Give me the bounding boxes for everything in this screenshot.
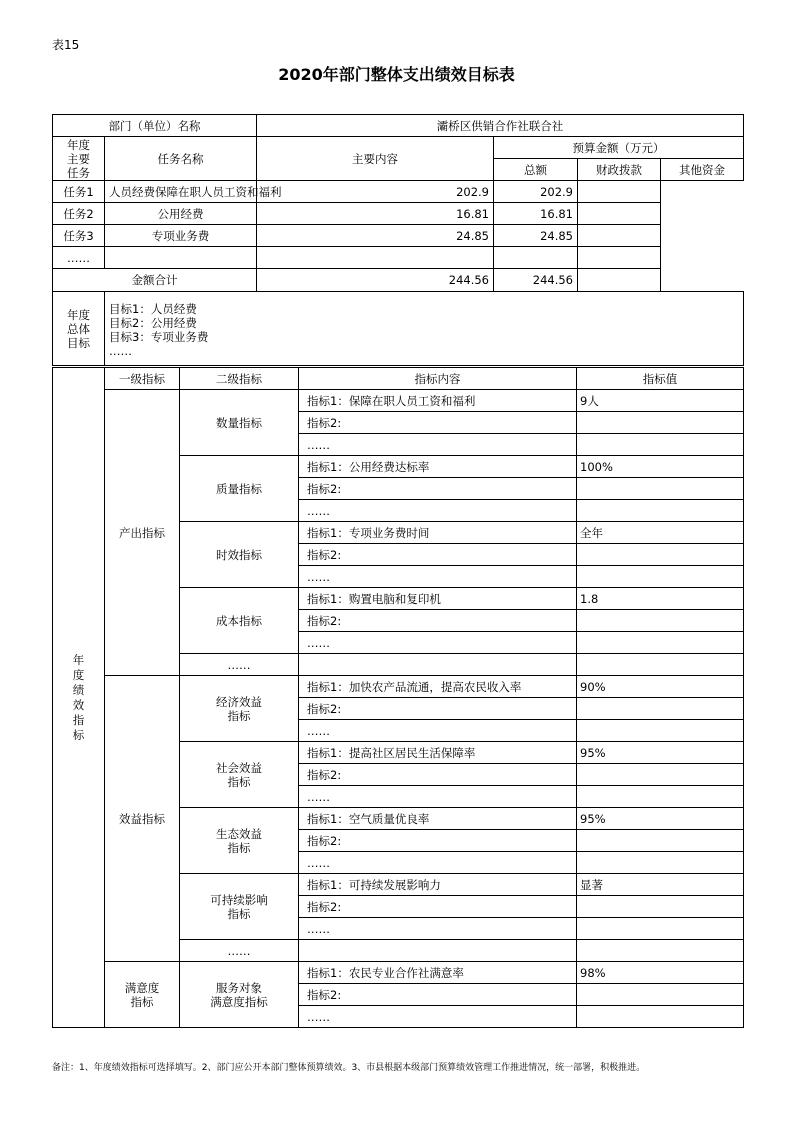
indicator-value <box>577 478 744 500</box>
indicator-value <box>577 566 744 588</box>
col-fiscal: 财政拨款 <box>578 159 661 181</box>
indicator-content: …… <box>299 500 577 522</box>
indicator-content: 指标2: <box>299 896 577 918</box>
indicator-value <box>577 412 744 434</box>
level2-indicator: 社会效益 指标 <box>180 742 299 808</box>
level2-indicator: 数量指标 <box>180 390 299 456</box>
col-total: 总额 <box>494 159 578 181</box>
indicator-content: …… <box>299 566 577 588</box>
indicator-content: …… <box>299 786 577 808</box>
task-total: 16.81 <box>257 203 494 225</box>
task-name: 任务1 <box>53 181 105 203</box>
indicator-content: …… <box>299 852 577 874</box>
indicator-content: 指标2: <box>299 830 577 852</box>
indicator-value <box>577 610 744 632</box>
goal-line: 目标1：人员经费 <box>109 302 197 316</box>
goal-line: 目标3：专项业务费 <box>109 330 209 344</box>
indicator-value <box>577 830 744 852</box>
indicator-value <box>577 764 744 786</box>
indicator-value <box>577 632 744 654</box>
level2-indicator: 服务对象 满意度指标 <box>180 962 299 1028</box>
task-fiscal <box>494 247 578 269</box>
col-other: 其他资金 <box>661 159 744 181</box>
indicator-value <box>577 720 744 742</box>
col-level2: 二级指标 <box>180 368 299 390</box>
task-content: 专项业务费 <box>105 225 257 247</box>
indicator-content: 指标1：专项业务费时间 <box>299 522 577 544</box>
level2-ellipsis: …… <box>180 654 299 676</box>
indicator-value <box>577 434 744 456</box>
indicator-value: 9人 <box>577 390 744 412</box>
indicator-value: 1.8 <box>577 588 744 610</box>
indicator-value: 90% <box>577 676 744 698</box>
task-total <box>257 247 494 269</box>
task-row <box>53 247 744 269</box>
indicator-value <box>577 1006 744 1028</box>
indicator-content: 指标2: <box>299 478 577 500</box>
indicator-table <box>52 367 744 1028</box>
indicator-value: 全年 <box>577 522 744 544</box>
level2-indicator: 成本指标 <box>180 588 299 654</box>
indicator-content: 指标1：可持续发展影响力 <box>299 874 577 896</box>
indicator-content: 指标2: <box>299 610 577 632</box>
indicator-value <box>577 984 744 1006</box>
task-other <box>578 225 661 247</box>
task-name: …… <box>53 247 105 269</box>
indicator-value: 95% <box>577 808 744 830</box>
indicator-content: …… <box>299 1006 577 1028</box>
indicator-value: 100% <box>577 456 744 478</box>
task-row <box>53 203 744 225</box>
indicator-content: 指标1：保障在职人员工资和福利 <box>299 390 577 412</box>
footnote: 备注：1、年度绩效指标可选择填写。2、部门应公开本部门整体预算绩效。3、市县根据本级部门预算绩效管理工作推进情况，统一部署，积极推进。 <box>52 1063 646 1073</box>
indicator-content: 指标1：加快农产品流通，提高农民收入率 <box>299 676 577 698</box>
sum-total: 244.56 <box>257 269 494 292</box>
dept-label: 部门（单位）名称 <box>53 115 257 137</box>
task-fiscal: 16.81 <box>494 203 578 225</box>
level1-indicator: 产出指标 <box>105 390 180 676</box>
table-number: 表15 <box>52 38 80 52</box>
indicator-value <box>577 654 744 676</box>
task-fiscal: 202.9 <box>494 181 578 203</box>
indicator-content: 指标1：农民专业合作社满意率 <box>299 962 577 984</box>
task-total: 202.9 <box>257 181 494 203</box>
indicator-content: 指标1：购置电脑和复印机 <box>299 588 577 610</box>
sum-label: 金额合计 <box>53 269 257 292</box>
task-name: 任务2 <box>53 203 105 225</box>
goals-content <box>105 292 744 366</box>
level2-indicator: 可持续影响 指标 <box>180 874 299 940</box>
sum-other <box>578 269 661 292</box>
indicator-value: 95% <box>577 742 744 764</box>
col-task-name: 任务名称 <box>105 137 257 181</box>
indicator-content <box>299 940 577 962</box>
task-content <box>105 247 257 269</box>
task-other <box>578 181 661 203</box>
task-total: 24.85 <box>257 225 494 247</box>
col-level1: 一级指标 <box>105 368 180 390</box>
indicator-content: 指标2: <box>299 544 577 566</box>
indicator-value <box>577 896 744 918</box>
level1-indicator: 满意度 指标 <box>105 962 180 1028</box>
level1-indicator: 效益指标 <box>105 676 180 962</box>
col-task-content: 主要内容 <box>257 137 494 181</box>
indicator-content: 指标2: <box>299 698 577 720</box>
sum-fiscal: 244.56 <box>494 269 578 292</box>
task-content: 人员经费保障在职人员工资和福利 <box>105 181 257 203</box>
indicator-value <box>577 698 744 720</box>
indicator-row <box>53 390 744 412</box>
indicator-value <box>577 786 744 808</box>
indicator-value <box>577 544 744 566</box>
indicator-content: 指标1：公用经费达标率 <box>299 456 577 478</box>
indicator-content: …… <box>299 434 577 456</box>
indicator-value <box>577 918 744 940</box>
indicator-content: 指标2: <box>299 764 577 786</box>
task-fiscal: 24.85 <box>494 225 578 247</box>
level2-indicator: 时效指标 <box>180 522 299 588</box>
indicator-content: …… <box>299 632 577 654</box>
indicator-value <box>577 500 744 522</box>
task-row <box>53 225 744 247</box>
indicator-content: 指标1：空气质量优良率 <box>299 808 577 830</box>
goal-line: …… <box>109 344 132 358</box>
goals-side-label: 年度 总体 目标 <box>53 292 105 366</box>
level2-indicator: 质量指标 <box>180 456 299 522</box>
indicator-value <box>577 940 744 962</box>
task-name: 任务3 <box>53 225 105 247</box>
indicators-side-label: 年 度 绩 效 指 标 <box>53 368 105 1028</box>
task-other <box>578 247 661 269</box>
task-other <box>578 203 661 225</box>
indicator-content: …… <box>299 918 577 940</box>
goal-line: 目标2：公用经费 <box>109 316 197 330</box>
indicator-value <box>577 852 744 874</box>
indicator-content: 指标2: <box>299 412 577 434</box>
page-title: 2020年部门整体支出绩效目标表 <box>278 65 515 84</box>
task-content: 公用经费 <box>105 203 257 225</box>
task-table <box>52 114 744 366</box>
indicator-content: 指标1：提高社区居民生活保障率 <box>299 742 577 764</box>
indicator-value: 显著 <box>577 874 744 896</box>
indicator-row <box>53 962 744 984</box>
col-budget: 预算金额（万元） <box>494 137 744 159</box>
col-indicator-value: 指标值 <box>577 368 744 390</box>
indicator-content: 指标2: <box>299 984 577 1006</box>
tasks-side-label: 年度 主要 任务 <box>53 137 105 181</box>
level2-ellipsis: …… <box>180 940 299 962</box>
level2-indicator: 经济效益 指标 <box>180 676 299 742</box>
level2-indicator: 生态效益 指标 <box>180 808 299 874</box>
task-row <box>53 181 744 203</box>
indicator-row <box>53 676 744 698</box>
indicator-content <box>299 654 577 676</box>
indicator-value: 98% <box>577 962 744 984</box>
dept-value: 灞桥区供销合作社联合社 <box>257 115 744 137</box>
indicator-content: …… <box>299 720 577 742</box>
col-indicator-content: 指标内容 <box>299 368 577 390</box>
